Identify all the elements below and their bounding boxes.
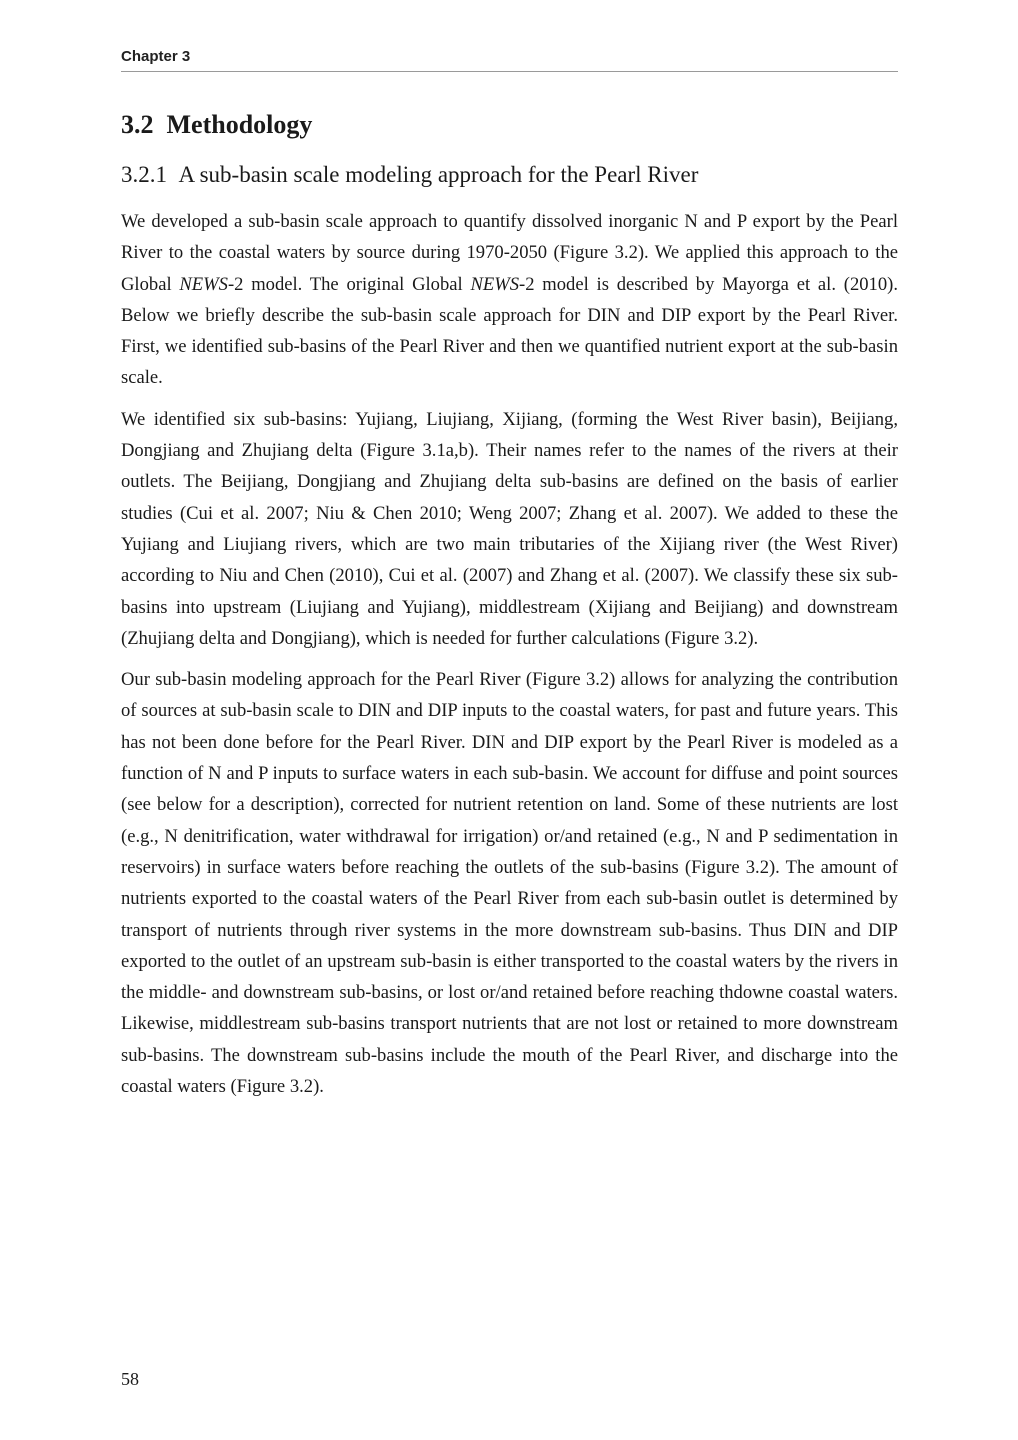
section-title-text: Methodology xyxy=(166,110,313,139)
paragraph-1-part-3: -2 model is described by Mayorga et al. (2010). Below we briefly describe the sub-basin scale approach for DIN and DIP export by the Pearl River. First, we identified sub-basins of the Pearl River and then we quantified nutrient export at the sub-basin scale. xyxy=(121,273,898,389)
subsection-title-text: A sub-basin scale modeling approach for the Pearl River xyxy=(178,162,699,187)
subsection-number: 3.2.1 xyxy=(121,162,167,187)
section-title xyxy=(121,110,312,140)
model-name-news: NEWS xyxy=(179,273,228,295)
section-number: 3.2 xyxy=(121,110,154,139)
body-text xyxy=(121,206,898,1112)
subsection-title xyxy=(121,162,698,188)
paragraph-3: Our sub-basin modeling approach for the Pearl River (Figure 3.2) allows for analyzing the contribution of sources at sub-basin scale to DIN and DIP inputs to the coastal waters, for past and future years. This has not been done before for the Pearl River. DIN and DIP export by the Pearl River is modeled as a function of N and P inputs to surface waters in each sub-basin. We account for diffuse and point sources (see below for a description), corrected for nutrient retention on land. Some of these nutrients are lost (e.g., N denitrification, water withdrawal for irrigation) or/and retained (e.g., N and P sedimentation in reservoirs) in surface waters before reaching the outlets of the sub-basins (Figure 3.2). The amount of nutrients exported to the coastal waters of the Pearl River from each sub-basin outlet is determined by transport of nutrients through river systems in the more downstream sub-basins. Thus DIN and DIP exported to the outlet of an upstream sub-basin is either transported to the coastal waters by the rivers in the middle- and downstream sub-basins, or lost or/and retained before reaching thdowne coastal waters. Likewise, middlestream sub-basins transport nutrients that are not lost or retained to more downstream sub-basins. The downstream sub-basins include the mouth of the Pearl River, and discharge into the coastal waters (Figure 3.2). xyxy=(121,669,898,1098)
running-head: Chapter 3 xyxy=(121,48,898,72)
page-number: 58 xyxy=(121,1369,139,1389)
paragraph-2: We identified six sub-basins: Yujiang, Liujiang, Xijiang, (forming the West River basin), Beijiang, Dongjiang and Zhujiang delta (Figure 3.1a,b). Their names refer to the names of the rivers at their outlets. The Beijiang, Dongjiang and Zhujiang delta sub-basins are defined on the basis of earlier studies (Cui et al. 2007; Niu & Chen 2010; Weng 2007; Zhang et al. 2007). We added to these the Yujiang and Liujiang rivers, which are two main tributaries of the Xijiang river (the West River) according to Niu and Chen (2010), Cui et al. (2007) and Zhang et al. (2007). We classify these six sub-basins into upstream (Liujiang and Yujiang), middlestream (Xijiang and Beijiang) and downstream (Zhujiang delta and Dongjiang), which is needed for further calculations (Figure 3.2). xyxy=(121,408,898,649)
paragraph-1 xyxy=(121,206,898,394)
model-name-news: NEWS xyxy=(470,273,520,295)
paragraph-1-part-2: -2 model. The original Global xyxy=(227,273,471,295)
paragraph-1-part-1: We developed a sub-basin scale approach to quantify dissolved inorganic N and P export by the Pearl River to the coastal waters by source during 1970-2050 (Figure 3.2). We applied this approach to the Global xyxy=(121,211,898,295)
